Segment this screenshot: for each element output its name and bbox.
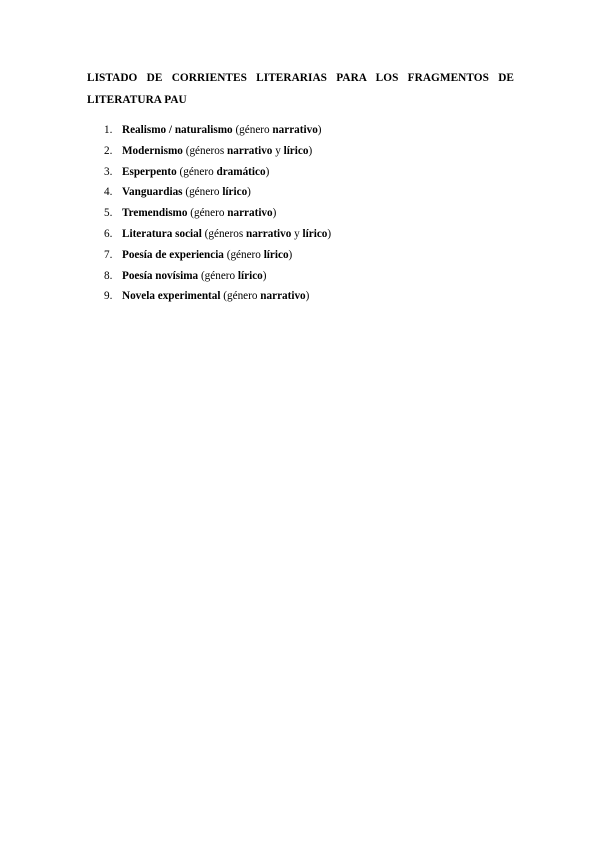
genre-word: géneros (208, 227, 244, 240)
movement-name: Realismo / naturalismo (122, 124, 233, 136)
paren-open: ( (187, 207, 194, 220)
item-number: 3. (104, 165, 113, 178)
genre-word: género (183, 165, 214, 178)
paren-close: ) (308, 144, 313, 157)
paren-open: ( (201, 227, 209, 240)
genre-word: género (239, 124, 270, 136)
movement-name: Literatura social (122, 227, 202, 240)
genre-name: dramático (216, 165, 266, 178)
movement-name: Vanguardias (122, 186, 183, 199)
item-number: 1. (104, 124, 113, 136)
item-number: 8. (104, 269, 113, 282)
genre-name: lírico (237, 269, 263, 282)
list-item (104, 286, 331, 307)
genre-name: narrativo (260, 290, 306, 303)
literary-movements-list (104, 120, 331, 307)
paren-close: ) (272, 207, 277, 220)
paren-open: ( (198, 269, 205, 282)
genre-name: lírico (283, 144, 309, 157)
genre-name: lírico (302, 227, 328, 240)
paren-close: ) (265, 165, 270, 178)
genre-name: lírico (263, 248, 289, 261)
list-item (104, 245, 331, 266)
paren-close: ) (305, 290, 310, 303)
list-item (104, 120, 331, 141)
genre-word: género (230, 248, 261, 261)
movement-name: Esperpento (122, 165, 177, 178)
genre-name: narrativo (227, 144, 273, 157)
movement-name: Novela experimental (122, 290, 221, 303)
genre-word: género (194, 207, 225, 220)
item-number: 4. (104, 186, 113, 199)
paren-close: ) (317, 124, 322, 136)
genre-word: géneros (189, 144, 225, 157)
conjunction: y (291, 227, 303, 240)
paren-close: ) (262, 269, 267, 282)
list-item (104, 266, 331, 287)
paren-open: ( (232, 124, 240, 136)
conjunction: y (272, 144, 284, 157)
paren-close: ) (288, 248, 293, 261)
item-number: 9. (104, 290, 113, 303)
item-number: 6. (104, 227, 113, 240)
page-title: LISTADO DE CORRIENTES LITERARIAS PARA LOS FRAGMENTOS DE LITERATURA PAU (87, 72, 514, 106)
genre-word: género (204, 269, 236, 282)
list-item (104, 224, 331, 245)
list-item (104, 162, 331, 183)
paren-close: ) (327, 227, 332, 240)
movement-name: Poesía de experiencia (122, 248, 224, 261)
genre-name: narrativo (245, 227, 292, 240)
genre-name: narrativo (227, 207, 273, 220)
item-number: 7. (104, 248, 113, 261)
list-item (104, 141, 331, 162)
list-item (104, 182, 331, 203)
paren-open: ( (182, 144, 190, 157)
genre-word: género (227, 290, 258, 303)
list-item (104, 203, 331, 224)
paren-open: ( (220, 290, 228, 303)
paren-open: ( (223, 248, 231, 261)
genre-name: lírico (222, 186, 248, 199)
genre-word: género (189, 186, 220, 199)
paren-close: ) (247, 186, 251, 199)
movement-name: Tremendismo (122, 207, 188, 220)
movement-name: Modernismo (122, 144, 183, 157)
item-number: 2. (104, 144, 113, 157)
item-number: 5. (104, 207, 113, 220)
paren-open: ( (182, 186, 190, 199)
paren-open: ( (176, 165, 184, 178)
movement-name: Poesía novísima (122, 269, 199, 282)
genre-name: narrativo (272, 124, 318, 136)
